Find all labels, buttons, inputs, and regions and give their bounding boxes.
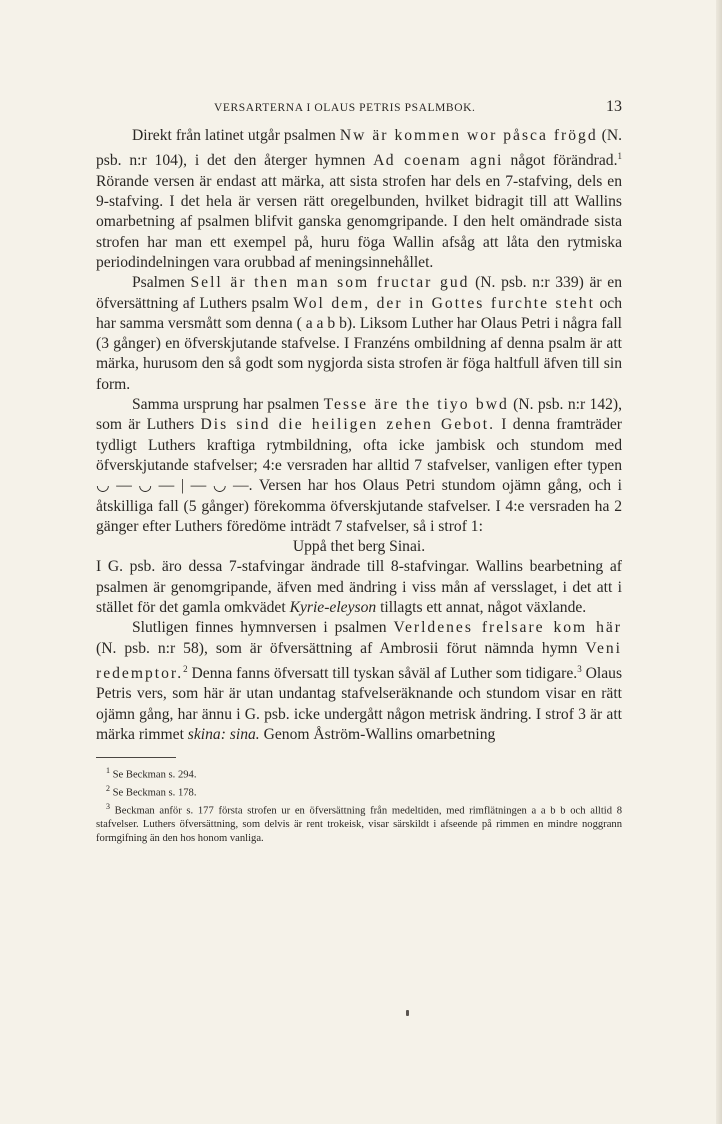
ink-speck xyxy=(406,1010,409,1016)
paragraph: Slutligen finnes hymnversen i psalmen Verldenes frelsare kom här (N. psb. n:r 58), som är öfversättning af Ambrosii förut nämnda hymn Veni redemptor.$^2$ Denna fanns öfversatt till tyskan såväl af Luther som tidigare.$^3$ Olaus Petris vers, som här är utan undantag stafvelseräknande och stundom visar en rätt ojämn gång, har ännu i G. psb. icke undergått någon metrisk ändring. I strof 3 är att märka rimmet skina: sina. Genom Åström-Wallins omarbetning xyxy=(96,619,623,743)
paragraph: Psalmen Sell är then man som fructar gud (N. psb. n:r 339) är en öfversättning af Luthers psalm Wol dem, der in Gottes furchte steht och har samma versmått som denna ( a a b b). Liksom Luther har Olaus Petri i några fall (3 gånger) en öfverskjutande stafvelse. I Franzéns ombildning af denna psalm är att märka, hurusom den så godt som nygjorda sista strofen är föga haltfull äfven till sin form. xyxy=(96,274,622,393)
footnote-ref: 3 xyxy=(577,663,582,674)
paragraph: I G. psb. äro dessa 7-stafvingar ändrade till 8-stafvingar. Wallins bearbetning af psalmen är genomgripande, äfven med ändring i viss mån af versslaget, i det att i stället för det gamla omkvädet Kyrie-eleyson tillagts ett annat, något växlande. xyxy=(96,558,622,617)
running-head: VERSARTERNA I OLAUS PETRIS PSALMBOK. xyxy=(214,102,476,114)
page-header xyxy=(96,96,622,126)
footnote-ref: 1 xyxy=(617,151,622,162)
page-number: 13 xyxy=(606,98,622,115)
page-edge-shadow xyxy=(716,0,722,1124)
footnote: $^1$ Se Beckman s. 294. xyxy=(106,766,197,781)
footnote: $^2$ Se Beckman s. 178. xyxy=(106,784,197,799)
footnote: $^3$ Beckman anför s. 177 första strofen ur en öfversättning från medeltiden, med rimflätningen a a b b och alltid 8 stafvelser. Luthers öfversättning, som delvis är rent trokeisk, visar särskildt i afseende på rimmen en mindre noggrann formgifning än den hos honom vanliga. xyxy=(96,802,622,844)
paragraph: Direkt från latinet utgår psalmen Nw är kommen wor påsca frögd (N. psb. n:r 104), i det den återger hymnen Ad coenam agni något förändrad.$^1$ Rörande versen är endast att märka, att sista strofen har dels en 7-stafving, dels en 9-stafving. I det hela är versen rätt oregelbunden, hvilket bidragit till att Wallins omarbetning af psalmen blifvit ganska genomgripande. I den helt omändrade sista strofen har man ett exempel på, huru föga Wallin afsåg att låta den rytmiska periodindelningen vara orubbad af meningsinnehållet. xyxy=(96,127,622,271)
main-text xyxy=(96,126,622,745)
footnote-divider xyxy=(96,757,176,758)
footnotes xyxy=(96,764,622,845)
footnote-ref: 2 xyxy=(183,663,188,674)
book-page xyxy=(96,96,622,845)
quoted-verse-line: Uppå thet berg Sinai. xyxy=(292,538,426,556)
paragraph: Samma ursprung har psalmen Tesse äre the tiyo bwd (N. psb. n:r 142), som är Luthers Dis sind die heiligen zehen Gebot. I denna framträder tydligt Luthers kraftiga rytmbildning, ofta icke jambisk och stundom med öfverskjutande stafvelser; 4:e versraden har alltid 7 stafvelser, vanligen efter typen ◡ — ◡ — | — ◡ —. Versen har hos Olaus Petri stundom ojämn gång, och i åtskilliga fall (5 gånger) förekomma öfverskjutande stafvelser. I 4:e versraden ha 2 gänger efter Luthers föredöme inträdt 7 stafvelser, så i strof 1: xyxy=(96,396,623,535)
